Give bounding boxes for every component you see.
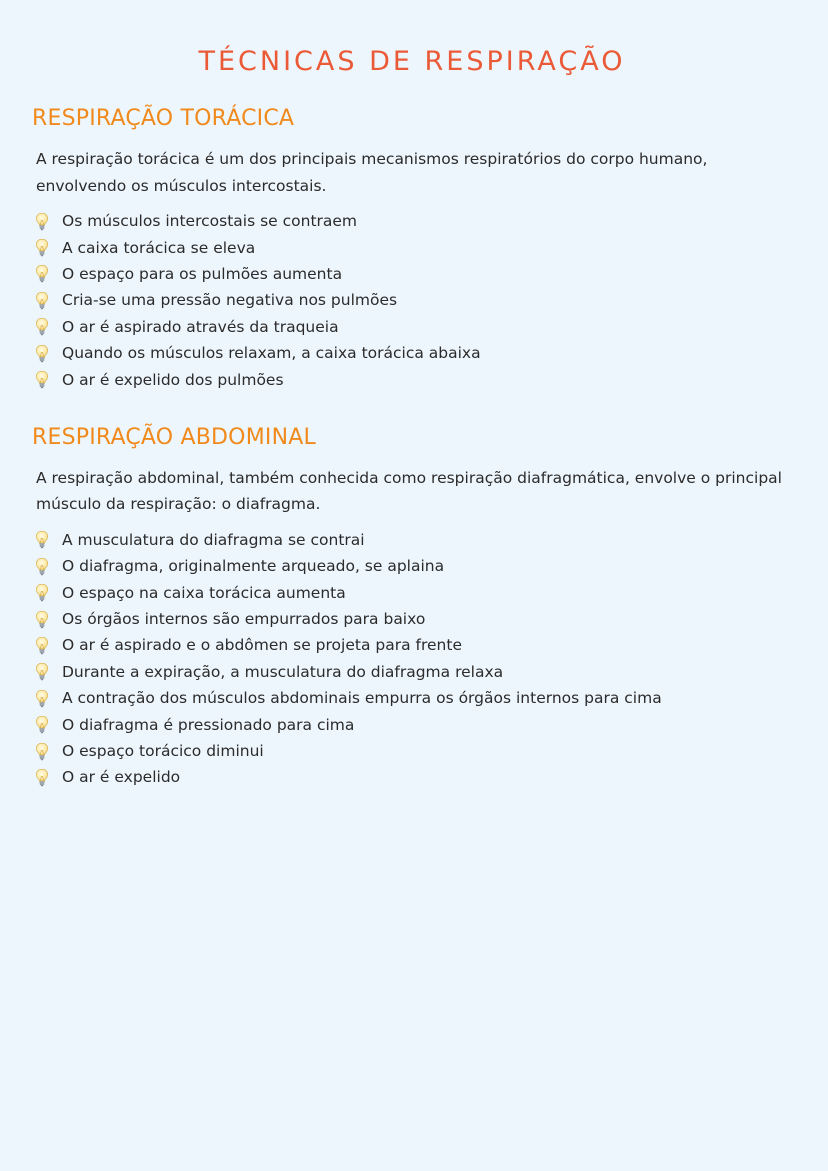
list-item	[32, 580, 792, 606]
list-item-text: O ar é expelido dos pulmões	[62, 370, 284, 389]
section-abdominal-breathing	[32, 423, 792, 791]
list-item-text: O espaço para os pulmões aumenta	[62, 264, 343, 283]
list-item	[32, 659, 792, 685]
lightbulb-icon	[35, 583, 49, 602]
list-item-text: Os órgãos internos são empurrados para baixo	[62, 610, 426, 629]
section-thoracic-breathing	[32, 104, 792, 393]
lightbulb-icon	[35, 317, 49, 336]
list-item	[32, 287, 792, 313]
lightbulb-icon	[35, 344, 49, 363]
list-item	[32, 764, 792, 790]
list-item	[32, 711, 792, 737]
lightbulb-icon	[35, 768, 49, 787]
lightbulb-icon	[35, 689, 49, 708]
lightbulb-icon	[35, 238, 49, 257]
list-item-text: O diafragma, originalmente arqueado, se aplaina	[62, 557, 445, 576]
list-item-text: Cria-se uma pressão negativa nos pulmões	[62, 291, 398, 310]
list-item-text: A contração dos músculos abdominais empurra os órgãos internos para cima	[62, 689, 662, 708]
section-intro: A respiração abdominal, também conhecida como respiração diafragmática, envolve o principal músculo da respiração: o diafragma.	[36, 468, 782, 514]
list-item	[32, 208, 792, 234]
list-item-text: O ar é expelido	[62, 768, 181, 787]
list-item	[32, 738, 792, 764]
list-item	[32, 261, 792, 287]
lightbulb-icon	[35, 662, 49, 681]
list-item	[32, 632, 792, 658]
page-title: TÉCNICAS DE RESPIRAÇÃO	[198, 46, 626, 77]
list-item-text: Quando os músculos relaxam, a caixa torácica abaixa	[62, 344, 481, 363]
lightbulb-icon	[35, 370, 49, 389]
list-item-text: Os músculos intercostais se contraem	[62, 212, 358, 231]
lightbulb-icon	[35, 742, 49, 761]
lightbulb-icon	[35, 212, 49, 231]
lightbulb-icon	[35, 557, 49, 576]
list-item	[32, 606, 792, 632]
list-item-text: A musculatura do diafragma se contrai	[62, 530, 365, 549]
section-intro: A respiração torácica é um dos principais mecanismos respiratórios do corpo humano, envolvendo os músculos intercostais.	[36, 150, 708, 195]
lightbulb-icon	[35, 264, 49, 283]
section-heading: RESPIRAÇÃO TORÁCICA	[32, 106, 295, 131]
list-item	[32, 553, 792, 579]
list-item	[32, 340, 792, 366]
list-item-text: A caixa torácica se eleva	[62, 238, 256, 257]
list-item	[32, 366, 792, 392]
list-item	[32, 685, 792, 711]
lightbulb-icon	[35, 291, 49, 310]
list-item-text: Durante a expiração, a musculatura do diafragma relaxa	[62, 662, 504, 681]
bullet-list	[32, 527, 792, 791]
lightbulb-icon	[35, 636, 49, 655]
list-item-text: O espaço torácico diminui	[62, 742, 264, 761]
list-item-text: O diafragma é pressionado para cima	[62, 715, 355, 734]
list-item-text: O espaço na caixa torácica aumenta	[62, 583, 346, 602]
list-item-text: O ar é aspirado e o abdômen se projeta para frente	[62, 636, 462, 655]
list-item	[32, 527, 792, 553]
list-item	[32, 234, 792, 260]
section-heading: RESPIRAÇÃO ABDOMINAL	[32, 424, 316, 450]
lightbulb-icon	[35, 715, 49, 734]
lightbulb-icon	[35, 610, 49, 629]
list-item	[32, 314, 792, 340]
lightbulb-icon	[35, 530, 49, 549]
list-item-text: O ar é aspirado através da traqueia	[62, 317, 339, 336]
bullet-list	[32, 208, 792, 393]
